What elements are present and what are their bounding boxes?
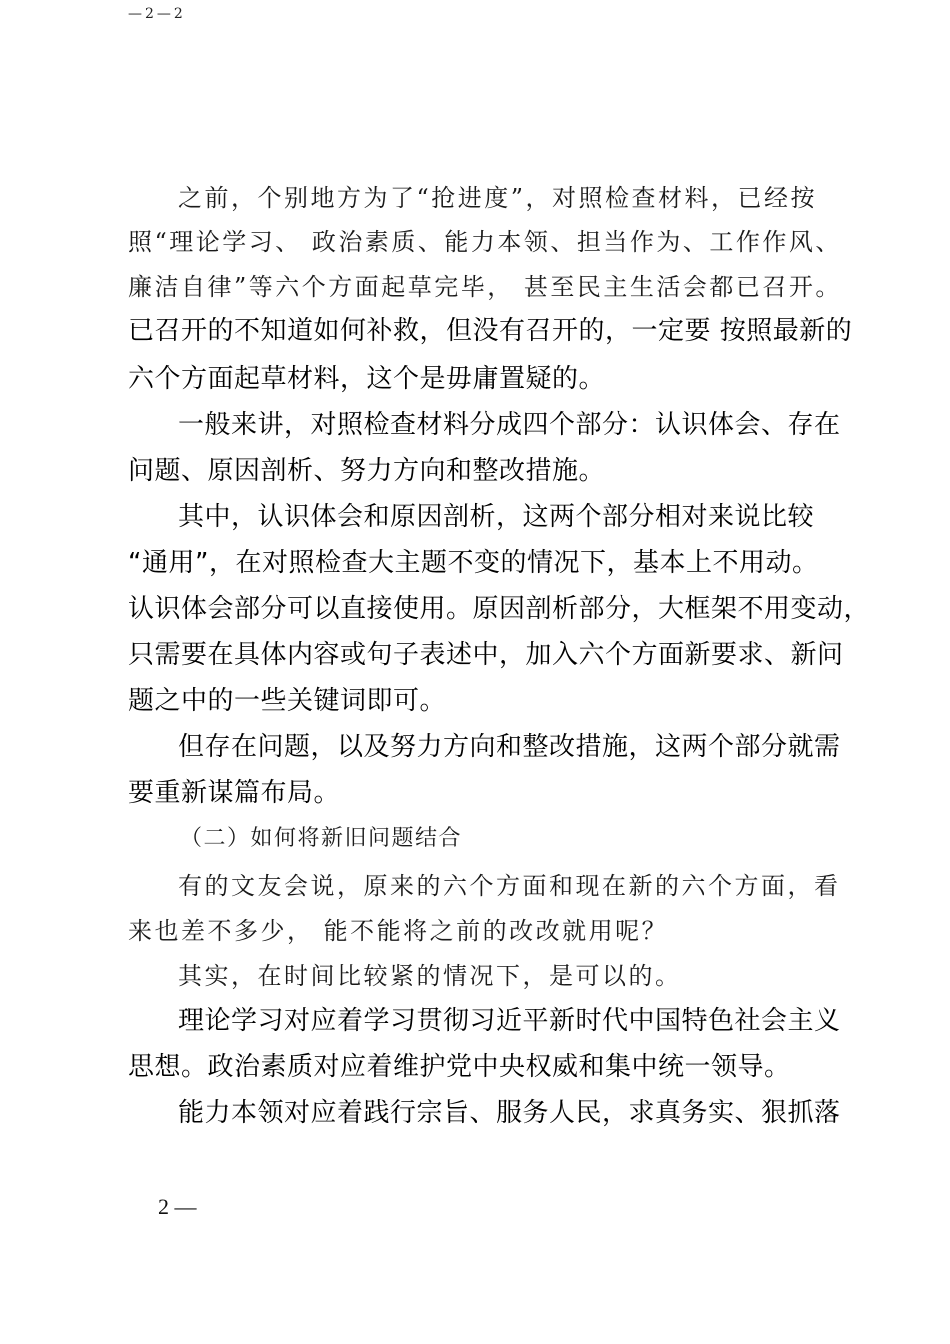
paragraph-7-line-2: 思想。政治素质对应着维护党中央权威和集中统一领导。 (128, 1052, 791, 1082)
paragraph-3-line-3: 认识体会部分可以直接使用。原因剖析部分，大框架不用变动， (128, 594, 871, 624)
paragraph-3-line-2: “通用”，在对照检查大主题不变的情况下，基本上不用动。 (128, 548, 819, 578)
paragraph-1-line-2: 照“理论学习、 政治素质、能力本领、担当作为、工作作风、 (128, 228, 842, 256)
paragraph-3-line-1: 其中，认识体会和原因剖析，这两个部分相对来说比较 (178, 502, 815, 532)
paragraph-7-line-1: 理论学习对应着学习贯彻习近平新时代中国特色社会主义 (178, 1006, 841, 1036)
paragraph-3-line-5: 题之中的一些关键词即可。 (128, 686, 447, 716)
paragraph-2-line-2: 问题、原因剖析、努力方向和整改措施。 (128, 456, 606, 486)
paragraph-1-line-3: 廉洁自律”等六个方面起草完毕， 甚至民主生活会都已召开。 (128, 273, 842, 301)
paragraph-5-line-1: 有的文友会说，原来的六个方面和现在新的六个方面，看 (178, 872, 841, 900)
paragraph-8-line-1: 能力本领对应着践行宗旨、服务人民，求真务实、狠抓落 (178, 1098, 841, 1128)
paragraph-4-line-2: 要重新谋篇布局。 (128, 778, 341, 808)
page-top-marker: —2—2 (128, 6, 186, 22)
paragraph-4-line-1: 但存在问题，以及努力方向和整改措施，这两个部分就需 (178, 732, 841, 762)
page-number: 2 — (158, 1194, 197, 1219)
paragraph-5-line-2: 来也差不多少， 能不能将之前的改改就用呢？ (128, 917, 669, 945)
paragraph-2-line-1: 一般来讲，对照检查材料分成四个部分：认识体会、存在 (178, 410, 841, 440)
paragraph-1-line-4: 已召开的不知道如何补救，但没有召开的，一定要 按照最新的 (128, 316, 853, 346)
section-heading: （二）如何将新旧问题结合 (180, 826, 463, 851)
paragraph-3-line-4: 只需要在具体内容或句子表述中，加入六个方面新要求、新问 (128, 640, 844, 670)
paragraph-6-line-1: 其实，在时间比较紧的情况下，是可以的。 (178, 962, 682, 990)
paragraph-1-line-5: 六个方面起草材料，这个是毋庸置疑的。 (128, 364, 606, 394)
paragraph-1-line-1: 之前，个别地方为了“抢进度”，对照检查材料，已经按 (178, 184, 818, 212)
